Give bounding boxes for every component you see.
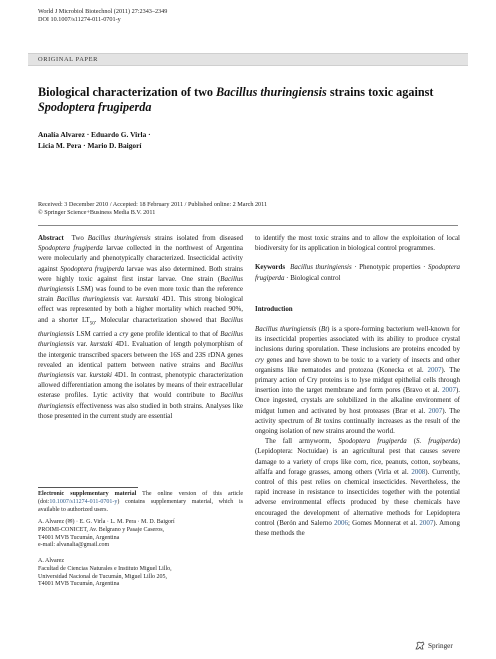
intro-paragraph-1: Bacillus thuringiensis (Bt) is a spore-forming bacterium well-known for its insecticidal properties associated with its ability to produce crystal inclusions during sporulation. These inclusions are proteins encoded by cry genes and have shown to be toxic to a variety of insects and other organisms like nematodes and protozoa (Konecka et al. 2007). The primary action of Cry proteins is to lyse midgut epithelial cells through insertion into the target membrane and form pores (Bravo et al. 2007). Once ingested, crystals are solubilized in the alkaline environment of midgut lumen and activated by host proteases (Brar et al. 2007). The activity spectrum of Bt toxins continually increases as the result of the ongoing isolation of new strains around the world. [255,325,461,436]
publisher-name: Springer [428,641,453,650]
received-dates: Received: 3 December 2010 / Accepted: 18 February 2011 / Published online: 2 March 2011 [38,201,268,208]
keywords-heading: Keywords [255,263,286,272]
citation-link[interactable]: 2007 [427,365,442,374]
title-species-2: Spodoptera frugiperda [38,99,152,114]
intro-paragraph-2: The fall armyworm, Spodoptera frugiperda (S. frugiperda) (Lepidoptera: Noctuidae) is an agricultural pest that causes severe damage to a variety of crops like corn, rice, peanuts, cotton, soybeans, alfalfa and forage grasses, among others (Virla et al. 2008). Currently, control of this pest relies on chemical insecticides. Nevertheless, the rapid increase in resistance to insecticides together with the potential adverse environmental effects produced by these chemicals have encouraged the development of alternative methods for Lepidoptera control (Berón and Salerno 2006; Gomes Monnerat et al. 2007). Among these methods the [255,437,461,538]
affiliation-2 [38,558,243,589]
doi-line: DOI 10.1007/s11274-011-0701-y [38,16,121,23]
introduction-heading: Introduction [255,304,293,313]
author-line-2: Licia M. Pera · Mario D. Baigorí [38,140,142,150]
keywords-paragraph: Keywords Bacillus thuringiensis · Phenotypic properties · Spodoptera frugiperda · Biological control [255,263,461,282]
footnote-divider [38,487,138,488]
abstract-continuation: to identify the most toxic strains and to allow the exploitation of local biodiversity for its application in biological control programmes. [255,234,460,253]
affiliation-line: T4001 MVB Tucumán, Argentina [38,534,120,541]
citation-link[interactable]: 2008 [411,467,426,476]
doi-link[interactable]: 10.1007/s11274-011-0701-y [49,498,118,505]
springer-horse-icon [415,641,425,650]
title-species-1: Bacillus thuringiensis [216,85,327,99]
right-column [255,233,460,538]
paper-title [38,85,458,114]
title-text: strains toxic against [326,85,434,99]
affiliation-line: Universidad Nacional de Tucumán, Miguel Lillo 205, [38,573,167,580]
header-divider [38,225,458,226]
section-label: ORIGINAL PAPER [38,56,98,63]
publication-dates [38,201,458,217]
citation-link[interactable]: 2006 [334,518,348,527]
abstract-heading: Abstract [38,234,64,242]
affiliation-line: Facultad de Ciencias Naturales e Instituto Miguel Lillo, [38,565,172,572]
affiliation-1 [38,519,243,550]
citation-link[interactable]: 2007 [442,386,456,395]
email-line[interactable]: e-mail: alvanalia@gmail.com [38,542,110,549]
author-line-1: Analía Alvarez · Eduardo G. Virla · [38,130,151,139]
publisher-logo [415,641,453,650]
citation-link[interactable]: 2007 [428,406,443,415]
affiliation-line: A. Alvarez (✉) · E. G. Virla · L. M. Pera · M. D. Baigorí [38,519,175,525]
abstract-paragraph: Abstract Two Bacillus thuringiensis strains isolated from diseased Spodoptera frugiperda larvae collected in the northwest of Argentina were molecularly and phenotypically characterized. Insecticidal activity against Spodoptera frugiperda larvae was also determined. Both strains were highly toxic against first instar larvae. One strain (Bacillus thuringiensis LSM) was found to be even more toxic than the reference strain Bacillus thuringiensis var. kurstaki 4D1. This strong biological effect was represented by both a higher mortality which reached 90%, and a shorter $LT_{50}$. Molecular characterization showed that Bacillus thuringiensis LSM carried a cry gene profile identical to that of Bacillus thuringiensis var. kurstaki 4D1. Evaluation of length polymorphism of the intergenic transcribed spacers between the 16S and 23S rDNA genes revealed an identical pattern between native strains and Bacillus thuringiensis var. kurstaki 4D1. In contrast, phenotypic characterization allowed differentiation among the isolates by means of their extracellular esterase profiles. Lytic activity that would contribute to Bacillus thuringiensis effectiveness was also studied in both strains. Analyses like those presented in the current study are essential [38,234,244,420]
copyright-line: © Springer Science+Business Media B.V. 2011 [38,209,156,217]
affiliation-line: A. Alvarez [38,558,64,564]
journal-citation: World J Microbiol Biotechnol (2011) 27:2343–2349 [38,8,168,15]
affiliation-line: PROIMI-CONICET, Av. Belgrano y Pasaje Caseros, [38,526,165,533]
affiliation-line: T4001 MVB Tucumán, Argentina [38,581,120,588]
supplementary-note: Electronic supplementary material The online version of this article (doi:10.1007/s11274-011-0701-y) contains supplementary material, which is available to authorized users. [38,491,243,513]
author-list [38,130,151,151]
citation-link[interactable]: 2007 [419,518,434,527]
section-banner [28,53,468,66]
left-column [38,233,243,421]
title-text: Biological characterization of two [38,85,217,99]
